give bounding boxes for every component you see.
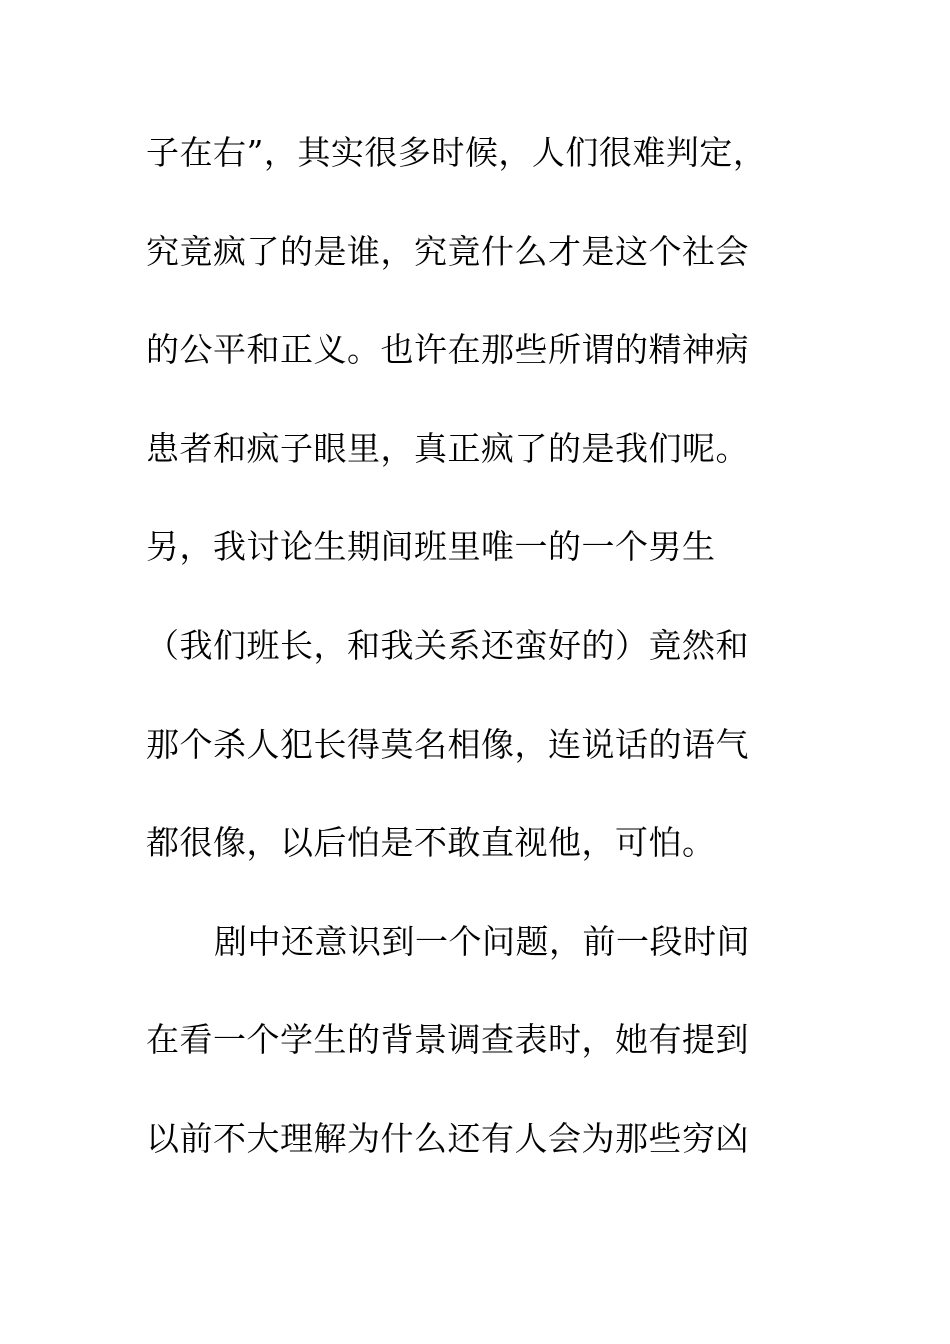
paragraph-start-line: 剧中还意识到一个问题，前一段时间	[214, 921, 750, 961]
text-line: 的公平和正义。也许在那些所谓的精神病	[146, 330, 749, 370]
text-line: 另，我讨论生期间班里唯一的一个男生	[146, 527, 716, 567]
text-line: 究竟疯了的是谁，究竟什么才是这个社会	[146, 231, 749, 271]
text-line: 子在右”，其实很多时候，人们很难判定，	[146, 133, 767, 172]
text-line: 都很像，以后怕是不敢直视他，可怕。	[146, 823, 716, 863]
text-line: （我们班长，和我关系还蛮好的）竟然和	[146, 625, 749, 665]
body-text	[146, 122, 826, 1207]
text-line: 患者和疯子眼里，真正疯了的是我们呢。	[146, 428, 749, 468]
text-line: 那个杀人犯长得莫名相像，连说话的语气	[146, 724, 749, 764]
text-line: 在看一个学生的背景调查表时，她有提到	[146, 1020, 749, 1060]
text-line: 以前不大理解为什么还有人会为那些穷凶	[146, 1118, 749, 1158]
